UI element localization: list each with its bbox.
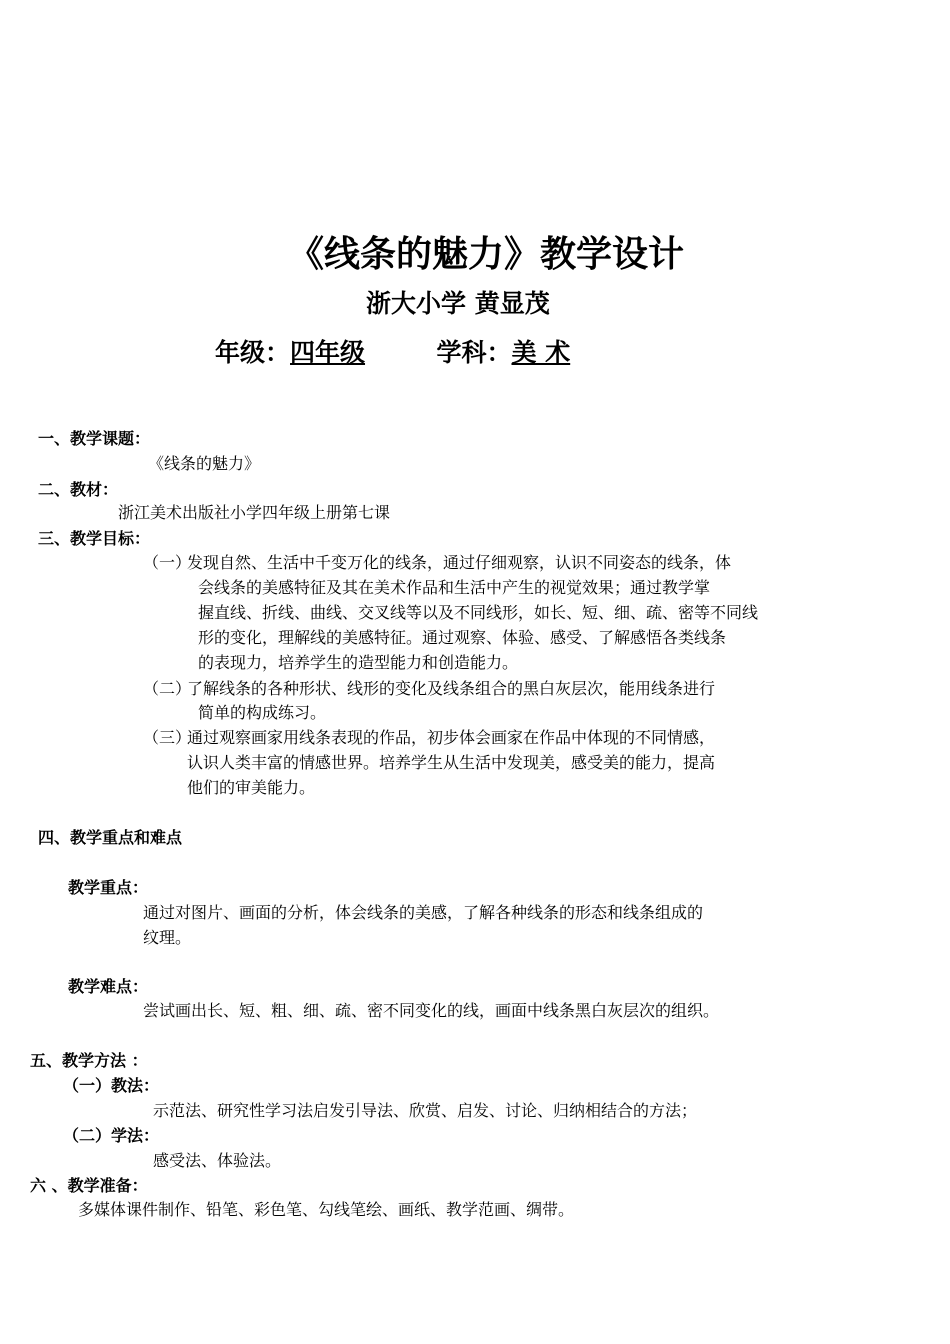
section-1-heading: 一、教学课题：: [38, 429, 151, 448]
goal-2-line: 简单的构成练习。: [198, 703, 327, 722]
teaching-method-heading: （一）教法：: [63, 1076, 160, 1095]
section-2-heading: 二、教材：: [38, 480, 119, 499]
goal-1-marker: （一）: [143, 553, 192, 572]
subject-value: 美 术: [511, 338, 571, 367]
goal-2-marker: （二）: [143, 679, 192, 698]
difficulty-heading: 教学难点：: [68, 977, 149, 996]
section-6-heading: 六 、教学准备：: [30, 1176, 148, 1195]
goal-1-line: 的表现力，培养学生的造型能力和创造能力。: [198, 653, 519, 672]
section-1-text: 《线条的魅力》: [148, 454, 261, 473]
key-points-heading: 教学重点：: [68, 878, 149, 897]
goal-3-marker: （三）: [143, 728, 192, 747]
section-5-heading: 五、教学方法 ：: [30, 1051, 148, 1070]
subject-label: 学科：: [436, 338, 512, 367]
grade-value: 四年级: [290, 338, 366, 367]
goal-3-line: 认识人类丰富的情感世界。培养学生从生活中发现美，感受美的能力，提高: [187, 753, 716, 772]
document-author: 浙大小学 黄显茂: [366, 289, 550, 318]
grade-label: 年级：: [215, 338, 291, 367]
grade-subject-line: [215, 333, 570, 369]
goal-3-line: 通过观察画家用线条表现的作品，初步体会画家在作品中体现的不同情感，: [187, 728, 716, 747]
difficulty-text: 尝试画出长、短、粗、细、疏、密不同变化的线，画面中线条黑白灰层次的组织。: [143, 1001, 720, 1020]
teaching-method-text: 示范法、研究性学习法启发引导法、欣赏、启发、讨论、归纳相结合的方法；: [153, 1101, 698, 1120]
goal-3-line: 他们的审美能力。: [187, 778, 316, 797]
section-4-heading: 四、教学重点和难点: [38, 828, 183, 847]
learning-method-heading: （二）学法：: [63, 1126, 160, 1145]
key-points-line: 纹理。: [143, 928, 192, 947]
goal-1-line: 形的变化，理解线的美感特征。通过观察、体验、感受、了解感悟各类线条: [198, 628, 727, 647]
section-6-text: 多媒体课件制作、铅笔、彩色笔、勾线笔绘、画纸、教学范画、绸带。: [78, 1200, 575, 1219]
section-2-text: 浙江美术出版社小学四年级上册第七课: [118, 503, 391, 522]
section-3-heading: 三、教学目标：: [38, 529, 151, 548]
learning-method-text: 感受法、体验法。: [153, 1151, 282, 1170]
goal-1-line: 发现自然、生活中千变万化的线条，通过仔细观察，认识不同姿态的线条，体: [187, 553, 732, 572]
document-title: 《线条的魅力》教学设计: [288, 234, 685, 275]
key-points-line: 通过对图片、画面的分析，体会线条的美感，了解各种线条的形态和线条组成的: [143, 903, 704, 922]
goal-1-line: 握直线、折线、曲线、交叉线等以及不同线形，如长、短、细、疏、密等不同线: [198, 603, 759, 622]
goal-2-line: 了解线条的各种形状、线形的变化及线条组合的黑白灰层次，能用线条进行: [187, 679, 716, 698]
goal-1-line: 会线条的美感特征及其在美术作品和生活中产生的视觉效果；通过教学掌: [198, 578, 711, 597]
